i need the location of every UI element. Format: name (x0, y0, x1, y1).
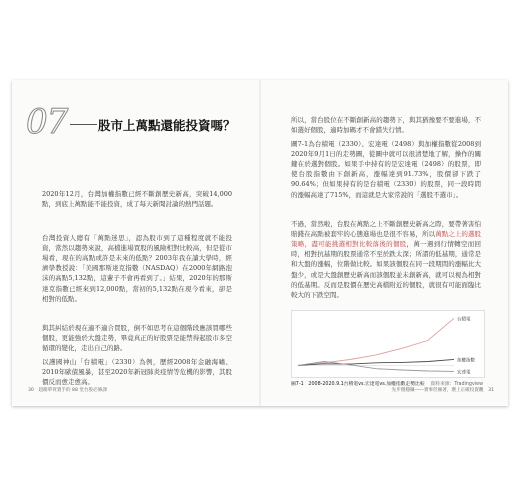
series-tsmc-line (298, 318, 454, 365)
right-paragraph-1-text: 所以，當台股位在不斷創新高的趨勢下，與其猶豫要不要進場，不如選好個股，適時加碼才不會錯失行情。 (291, 115, 481, 134)
stock-comparison-chart (291, 310, 485, 378)
series-label: 台積電 (457, 317, 471, 323)
figure-caption-text: 圖7-1 2008-2020.9.1台積電vs.宏達電vs.加權指數走勢比較 (291, 382, 425, 387)
right-paragraph-3-text-b: ，萬一遇到行情轉空而回時，相對抗基期的股票通常不至於跌太深；所謂的低基期，通常是和大盤的漲幅，位階做比較。如果該個股在同一段期間的漲幅比大盤少，或是大盤創歷史新高而該個股並未創新高，就可以視為相對的低基期。反而是股價在歷史高檔附近的個股，就很有可能面臨比較大的下跌空間。 (291, 239, 482, 299)
chapter-title: 股市上萬點還能投資嗎？ (98, 118, 236, 133)
right-paragraph-3-highlight: 萬點之上的選股策略，盡可能挑選相對比較落後的個股 (291, 229, 482, 248)
right-paragraph-3-text-a: 不過，當然啦，台股在萬點之上不斷創歷史新高之際，要帶著害怕賠錢在高點被套牢的心態進場也是很不容易，所以 (291, 219, 481, 238)
chapter-number: 07 (26, 102, 68, 142)
series-label: 宏達電 (457, 370, 471, 376)
left-paragraph-2: 台灣投資人總有「萬點迷思」，認為股市到了這種程度就不能投資，當然以趨勢來說，高檔進場買股的風險相對比較高，但是從市場看，現在的高點或許是未來的低點？2003年我在讀大學時，經濟學教授說：「美國那斯達克指數（NASDAQ）在2000年網路泡沫的高點5,132點，這輩子不會再看到了。」結果，2020年的那斯達克指數已經來到12,000點，當初的5,132點在現今看來，卻是相對的低點。 (42, 233, 232, 303)
left-paragraph-4: 以護國神山「台積電」（2330）為例，歷經2008年金融海嘯、2010年歐債風暴，甚至2020年新冠肺炎疫情等危機的影響，其股價反而愈走愈高。 (42, 357, 232, 386)
right-paragraph-2 (291, 139, 481, 200)
book-spread (12, 80, 508, 406)
right-folio: 先步穩穩賺――實事但擁著，選上正確投資觀 31 (391, 388, 494, 393)
series-taiex-line (298, 359, 454, 365)
series-label: 加權指數 (457, 358, 475, 364)
right-paragraph-3 (291, 219, 481, 301)
left-page (12, 80, 259, 406)
right-page (261, 80, 508, 406)
figure-source: 資料來源：Tradingview (430, 382, 483, 387)
left-paragraph-1: 2020年12月，台灣加權指數已經不斷創歷史新高，突破14,000點，到底上萬點能不能投資，成了每天新聞討論的熱門話題。 (42, 189, 232, 208)
right-paragraph-1 (291, 115, 481, 135)
left-paragraph-3: 與其糾結於現在適不適合買股，倒不如思考在這個階段應該買哪些個股，更能強於大盤走勢，畢竟真正的好股票是能禁得起股市多空循環的變化，走出自己的路。 (42, 323, 232, 352)
figure-caption (291, 380, 483, 387)
left-folio: 30 超簡單買賣手的 88 堂台股必修課 (28, 388, 107, 393)
chart-svg (292, 311, 484, 377)
right-paragraph-2-text: 圖7-1為台積電（2330）、宏達電（2498）與加權指數從2008到2020年9月1日的走勢圖，從圖中就可以很清楚地了解，操作的關鍵在於選對個股。如果手中持有的是宏達電（2498）的股票，即使台股指數由下創新高，漲幅達到91.73%，股價卻下跌了90.64%；但如果持有的是台積電（2330）的股票，同一段時間的漲幅高達了715%，而這就是大家常說的「選股不選市」。 (291, 139, 481, 199)
chapter-rule (70, 124, 97, 125)
